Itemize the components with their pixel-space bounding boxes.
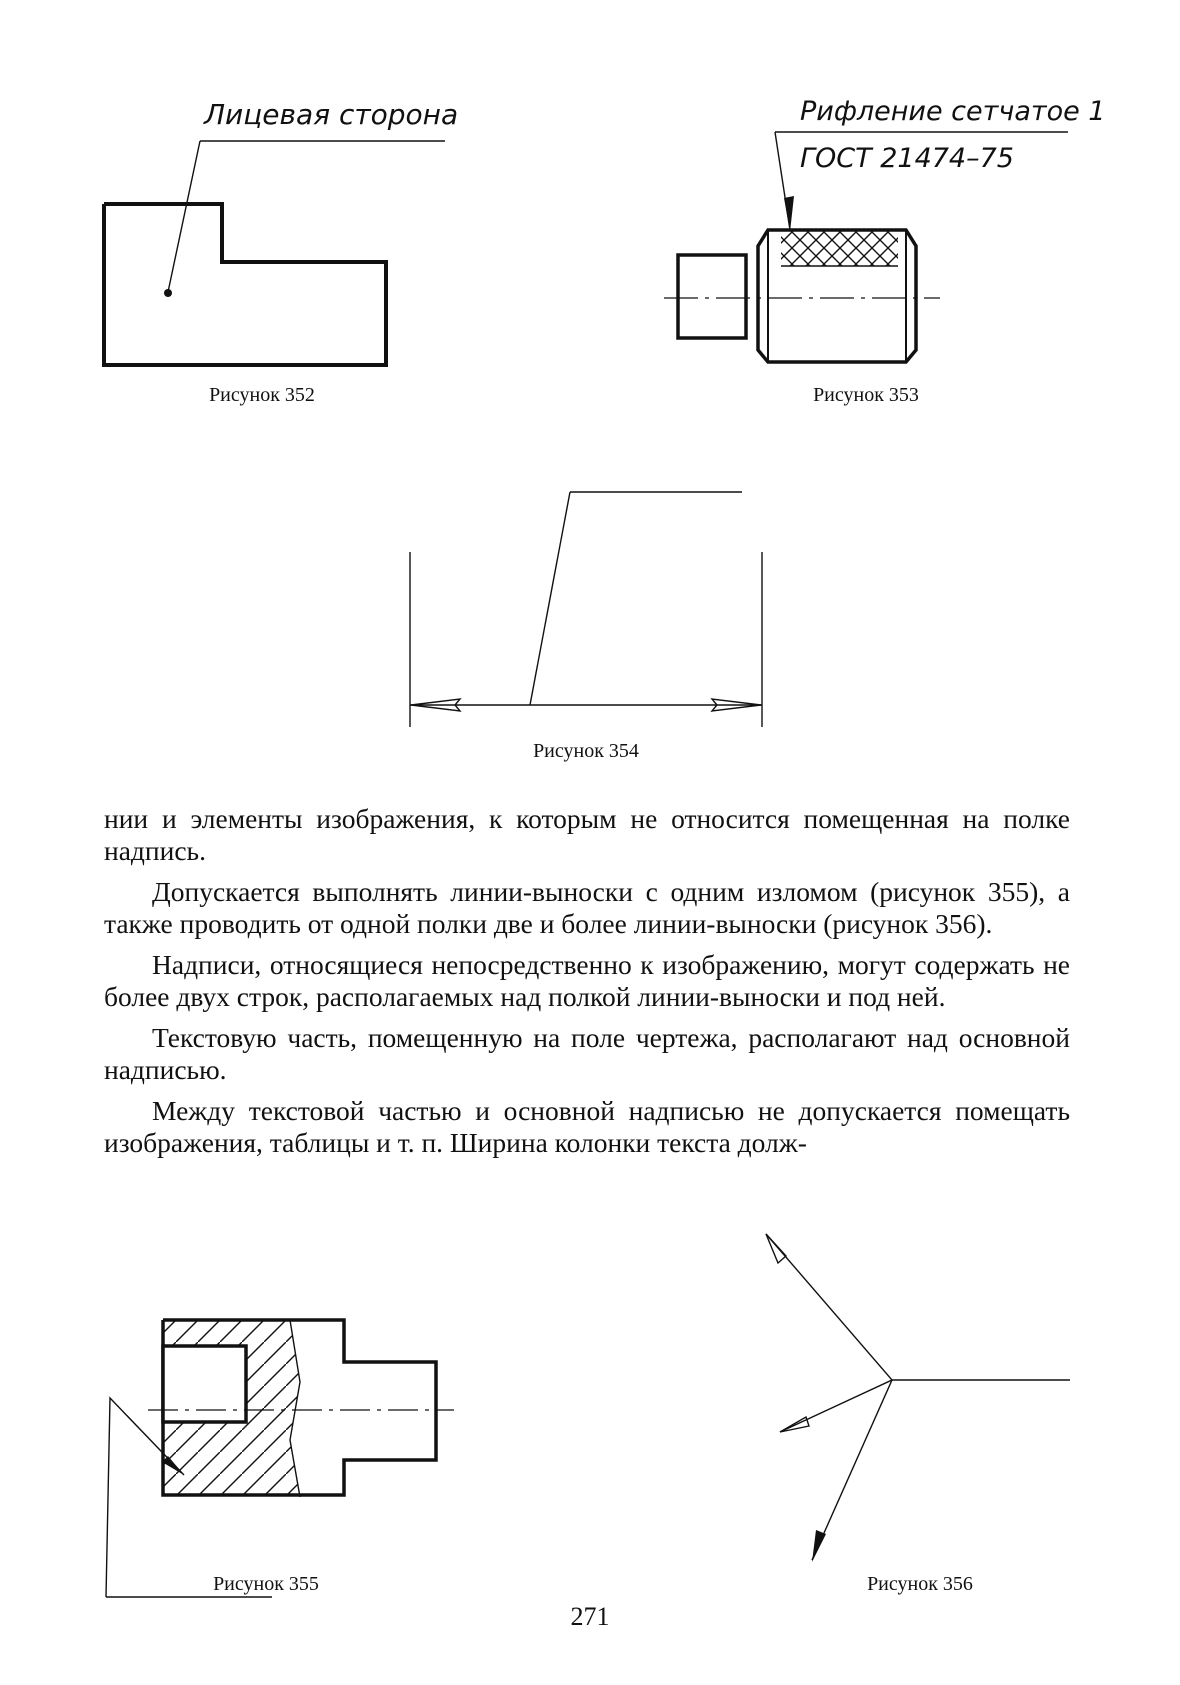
- paragraph-1: нии и элементы изображения, к которым не относится помещенная на полке надпись.: [104, 803, 1070, 866]
- figure-356-leader-3: [812, 1380, 892, 1560]
- figure-352-drawing: [104, 141, 445, 365]
- figure-356-drawing: [766, 1234, 1070, 1562]
- figure-352-part-outline: [104, 204, 386, 365]
- figure-353-label-line1: Рифление сетчатое 1: [800, 96, 1106, 127]
- figure-354-drawing: [410, 492, 762, 727]
- figure-354-leader-line: [530, 492, 570, 705]
- figure-353-caption: Рисунок 353: [813, 384, 919, 406]
- figure-353-label-line2: ГОСТ 21474–75: [800, 143, 1014, 174]
- figure-353-shaft: [678, 255, 746, 338]
- figure-356-leader-2: [780, 1380, 892, 1432]
- page-number: 271: [570, 1602, 610, 1631]
- body-text: [104, 803, 1070, 1168]
- paragraph-2: Допускается выполнять линии-выноски с одним изломом (рисунок 355), а также проводить от одной полки две и более линии-выноски (рисунок 356).: [104, 876, 1070, 939]
- figure-354-caption: Рисунок 354: [533, 740, 639, 762]
- figure-352-leader-line: [168, 141, 200, 292]
- figure-356-leader-1: [766, 1234, 892, 1380]
- figure-356-arrow-3: [812, 1530, 826, 1562]
- figure-355-drawing: [106, 1320, 454, 1597]
- figure-355-caption: Рисунок 355: [213, 1573, 319, 1595]
- paragraph-5: Между текстовой частью и основной надписью не допускается помещать изображения, таблицы и т. п. Ширина колонки текста долж-: [104, 1095, 1070, 1158]
- figure-352-label: Лицевая сторона: [204, 98, 459, 131]
- figure-352-caption: Рисунок 352: [209, 384, 315, 406]
- paragraph-3: Надписи, относящиеся непосредственно к изображению, могут содержать не более двух строк, располагаемых над полкой линии-выноски и под ней.: [104, 949, 1070, 1012]
- figure-352-leader-dot: [164, 289, 172, 297]
- paragraph-4: Текстовую часть, помещенную на поле чертежа, располагают над основной надписью.: [104, 1022, 1070, 1085]
- figure-353-knurl-hatch: [781, 230, 898, 266]
- figure-356-caption: Рисунок 356: [867, 1573, 973, 1595]
